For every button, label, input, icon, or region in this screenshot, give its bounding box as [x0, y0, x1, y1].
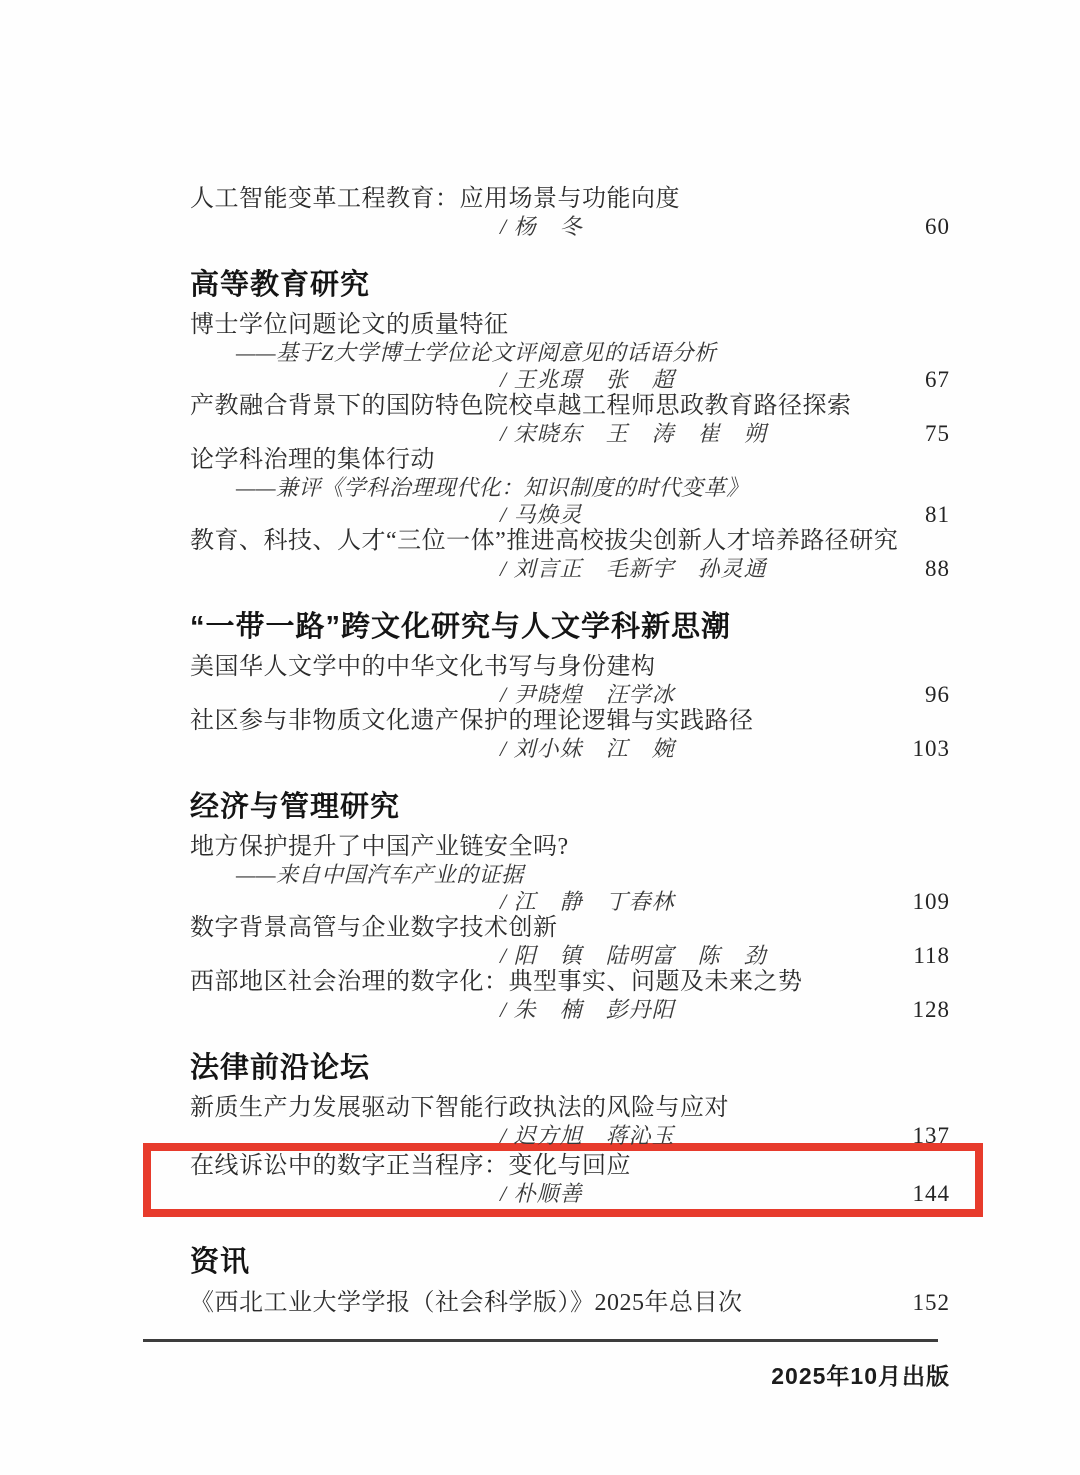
- entry-authors: / 刘小妹 江 婉: [500, 736, 675, 761]
- entry-authors: / 朱 楠 彭丹阳: [500, 997, 675, 1022]
- entry-authors: / 宋晓东 王 涛 崔 朔: [500, 421, 767, 446]
- section-heading: 资讯: [190, 1246, 251, 1278]
- entry-page-number: 109: [912, 889, 950, 914]
- entry-page-number: 118: [913, 943, 950, 968]
- toc-entry: [190, 393, 950, 447]
- entry-authors: / 王兆璟 张 超: [500, 367, 675, 392]
- toc-entry: [190, 708, 950, 762]
- toc-entry: [190, 312, 950, 393]
- entry-page-number: 88: [925, 556, 950, 581]
- entry-authors: / 阳 镇 陆明富 陈 劲: [500, 943, 767, 968]
- toc-entry: [190, 186, 950, 240]
- bottom-rule: [143, 1339, 938, 1342]
- entry-author-row: [190, 366, 950, 393]
- entry-title: 地方保护提升了中国产业链安全吗?: [190, 834, 569, 860]
- entry-page-number: 75: [925, 421, 950, 446]
- entry-author-row: [190, 942, 950, 969]
- entry-page-number: 152: [912, 1290, 950, 1315]
- entry-title: 论学科治理的集体行动: [190, 447, 435, 473]
- entry-title: 新质生产力发展驱动下智能行政执法的风险与应对: [190, 1095, 729, 1121]
- entry-page-number: 128: [912, 997, 950, 1022]
- entry-title: 在线诉讼中的数字正当程序：变化与回应: [190, 1153, 631, 1179]
- toc-content: [190, 186, 950, 1391]
- entry-author-row: [190, 735, 950, 762]
- entry-authors: / 尹晓煌 汪学冰: [500, 682, 675, 707]
- toc-entry: [190, 834, 950, 915]
- entry-page-number: 137: [912, 1123, 950, 1148]
- entry-authors: / 朴顺善: [500, 1181, 583, 1206]
- section-heading: “一带一路”跨文化研究与人文学科新思潮: [190, 611, 732, 643]
- entry-title: 人工智能变革工程教育：应用场景与功能向度: [190, 186, 680, 212]
- entry-row: [190, 1289, 950, 1317]
- entry-title: 产教融合背景下的国防特色院校卓越工程师思政教育路径探索: [190, 393, 852, 419]
- entry-author-row: [190, 501, 950, 528]
- entry-subtitle: ——基于Z大学博士学位论文评阅意见的话语分析: [236, 340, 717, 365]
- entry-page-number: 60: [925, 214, 950, 239]
- entry-author-row: [190, 213, 950, 240]
- toc-entry: [190, 1095, 950, 1149]
- entry-title: 西部地区社会治理的数字化：典型事实、问题及未来之势: [190, 969, 803, 995]
- toc-entry: [190, 915, 950, 969]
- entry-author-row: [190, 1180, 950, 1207]
- entry-page-number: 96: [925, 682, 950, 707]
- entry-authors: / 马焕灵: [500, 502, 583, 527]
- highlight-box: [143, 1143, 983, 1217]
- entry-title: 社区参与非物质文化遗产保护的理论逻辑与实践路径: [190, 708, 754, 734]
- toc-entry: [190, 528, 950, 582]
- publish-date: 2025年10月出版: [771, 1363, 950, 1389]
- entry-author-row: [190, 420, 950, 447]
- entry-subtitle: ——兼评《学科治理现代化：知识制度的时代变革》: [236, 475, 749, 500]
- toc-entry: [190, 969, 950, 1023]
- section-heading: 经济与管理研究: [190, 791, 401, 823]
- entry-page-number: 144: [912, 1181, 950, 1206]
- toc-entry: [190, 654, 950, 708]
- entry-author-row: [190, 888, 950, 915]
- entry-author-row: [190, 555, 950, 582]
- entry-title: 美国华人文学中的中华文化书写与身份建构: [190, 654, 656, 680]
- entry-title: 数字背景高管与企业数字技术创新: [190, 915, 558, 941]
- toc-entry: [190, 1153, 950, 1207]
- entry-subtitle: ——来自中国汽车产业的证据: [236, 862, 524, 887]
- entry-title: 教育、科技、人才“三位一体”推进高校拔尖创新人才培养路径研究: [190, 528, 899, 554]
- entry-authors: / 江 静 丁春林: [500, 889, 675, 914]
- section-heading: 高等教育研究: [190, 269, 371, 301]
- entry-page-number: 81: [925, 502, 950, 527]
- toc-entry: [190, 1289, 950, 1317]
- entry-authors: / 杨 冬: [500, 214, 583, 239]
- entry-authors: / 迟方旭 蒋沁玉: [500, 1123, 675, 1148]
- entry-title: 博士学位问题论文的质量特征: [190, 312, 509, 338]
- entry-page-number: 67: [925, 367, 950, 392]
- entry-page-number: 103: [912, 736, 950, 761]
- entry-author-row: [190, 996, 950, 1023]
- section-heading: 法律前沿论坛: [190, 1052, 371, 1084]
- entry-authors: / 刘言正 毛新宇 孙灵通: [500, 556, 767, 581]
- toc-entry: [190, 447, 950, 528]
- entry-title: 《西北工业大学学报（社会科学版）》2025年总目次: [190, 1290, 743, 1316]
- entry-author-row: [190, 681, 950, 708]
